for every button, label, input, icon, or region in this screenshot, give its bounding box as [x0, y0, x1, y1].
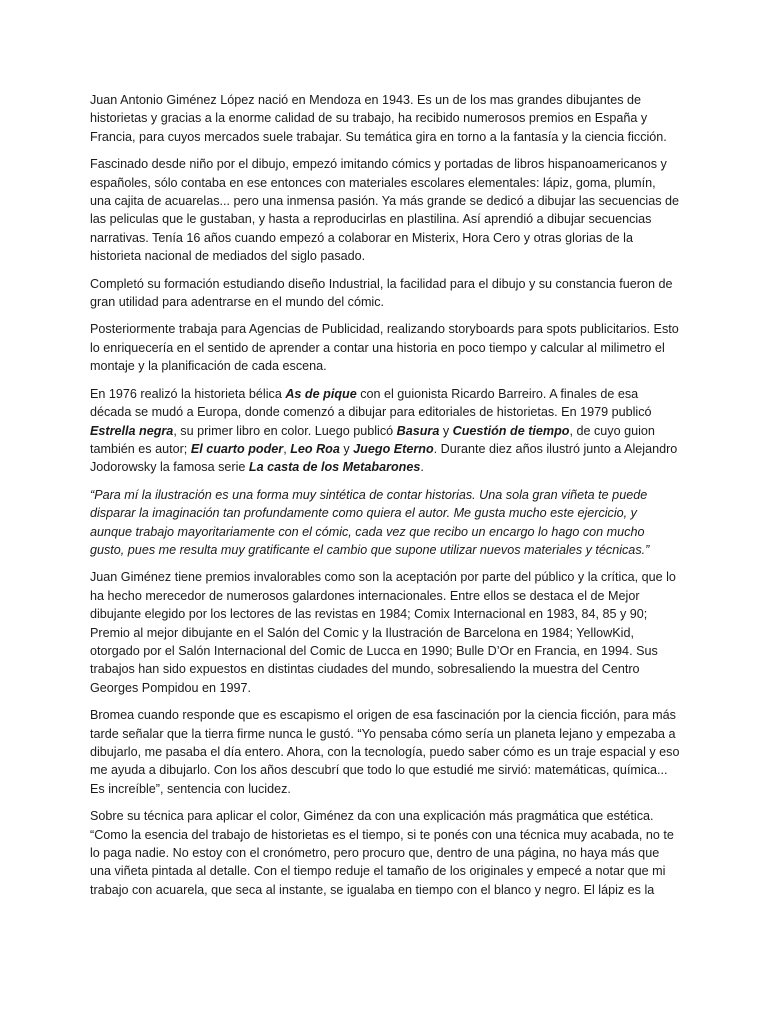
text-segment: , de cuyo guion también es autor;: [90, 423, 655, 456]
text-segment: y: [439, 423, 453, 438]
paragraph-technique: Sobre su técnica para aplicar el color, Giménez da con una explicación más pragmática que estética. “Como la esencia del trabajo de historietas es el tiempo, si te ponés con una técnica muy acabada, no te lo paga nadie. No estoy con el cronómetro, pero procuro que, dentro de una página, no haya más que una viñeta pintada al detalle. Con el tiempo reduje el tamaño de los originales y empecé a notar que mi trabajo con acuarela, que seca al instante, se igualaba en tiempo con el blanco y negro. El lápiz es la: [90, 809, 674, 897]
text-segment: . Durante diez años ilustró junto a Alejandro Jodorowsky la famosa serie: [90, 441, 678, 475]
text-segment: con el guionista Ricardo Barreiro. A finales de esa década se mudó a Europa, donde comenzó a dibujar para editoriales de historietas. En 1979 publicó: [90, 386, 652, 420]
text-segment: .: [420, 460, 424, 475]
work-title: Leo Roa: [290, 441, 340, 456]
text-segment: En 1976 realizó la historieta bélica: [90, 386, 286, 401]
work-title: Basura: [396, 423, 440, 438]
paragraph-birth: Juan Antonio Giménez López nació en Mendoza en 1943. Es un de los mas grandes dibujantes de historietas y gracias a la enorme calidad de su trabajo, ha recibido numerosos premios en España y Francia, para cuyos mercados suele trabajar. Su temática gira en torno a la fantasía y la ciencia ficción.: [90, 93, 667, 144]
text-segment: y: [339, 441, 354, 456]
paragraph-education: Completó su formación estudiando diseño Industrial, la facilidad para el dibujo y su constancia fueron de gran utilidad para adentrarse en el mundo del cómic.: [90, 276, 673, 310]
paragraph-science-fiction: Bromea cuando responde que es escapismo el origen de esa fascinación por la ciencia ficción, para más tarde señalar que la tierra firme nunca le gustó. “Yo pensaba cómo sería un planeta lejano y empezaba a dibujarlo, me pasaba el día entero. Ahora, con la tecnología, puedo saber cómo es un traje espacial y eso me ayuda a dibujarlo. Con los años descubrí que todo lo que estudié me sirvió: matemáticas, química... Es increíble”, sentencia con lucidez.: [90, 708, 680, 796]
work-title: El cuarto poder: [190, 441, 284, 456]
text-segment: , su primer libro en color. Luego publicó: [173, 423, 397, 438]
work-title: Estrella negra: [90, 423, 174, 438]
work-title: Juego Eterno: [353, 441, 434, 456]
document-body: [90, 91, 680, 908]
work-title: Cuestión de tiempo: [452, 423, 570, 438]
paragraph-works: [90, 385, 680, 477]
paragraph-childhood: Fascinado desde niño por el dibujo, empezó imitando cómics y portadas de libros hispanoamericanos y españoles, sólo contaba en ese entonces con materiales escolares elementales: lápiz, goma, plumín, una cajita de acuarelas... pero una inmensa pasión. Ya más grande se dedicó a dibujar las secuencias de las peliculas que le gustaban, y hasta a reproducirlas en plastilina. Así aprendió a dibujar secuencias narrativas. Tenía 16 años cuando empezó a colaborar en Misterix, Hora Cero y otras glorias de la historieta nacional de mediados del siglo pasado.: [90, 157, 680, 264]
quote-paragraph: “Para mí la ilustración es una forma muy sintética de contar historias. Una sola gran viñeta te puede disparar la imaginación tan profundamente como quiera el autor. Me gusta mucho este ejercicio, y aunque trabajo mayoritariamente con el cómic, cada vez que recibo un encargo lo hago con mucho gusto, pues me resulta muy gratificante el cambio que supone utilizar nuevos materiales y técnicas.”: [90, 487, 650, 557]
work-title: As de pique: [285, 386, 357, 401]
work-title: La casta de los Metabarones: [248, 460, 421, 475]
paragraph-advertising: Posteriormente trabaja para Agencias de Publicidad, realizando storyboards para spots publicitarios. Esto lo enriquecería en el sentido de aprender a contar una historia en poco tiempo y calcular al milimetro el montaje y la planificación de cada escena.: [90, 322, 679, 374]
paragraph-awards: Juan Giménez tiene premios invalorables como son la aceptación por parte del público y la crítica, que lo ha hecho merecedor de numerosos galardones internacionales. Entre ellos se destaca el de Mejor dibujante elegido por los lectores de las revistas en 1984; Comix Internacional en 1983, 84, 85 y 90; Premio al mejor dibujante en el Salón del Comic y la Ilustración de Barcelona en 1984; YellowKid, otorgado por el Salón Internacional del Comic de Lucca en 1990; Bulle D’Or en Francia, en 1994. Sus trabajos han sido expuestos en distintas ciudades del mundo, sobresaliendo la muestra del Centro Georges Pompidou en 1997.: [90, 570, 676, 695]
text-segment: ,: [283, 441, 291, 456]
